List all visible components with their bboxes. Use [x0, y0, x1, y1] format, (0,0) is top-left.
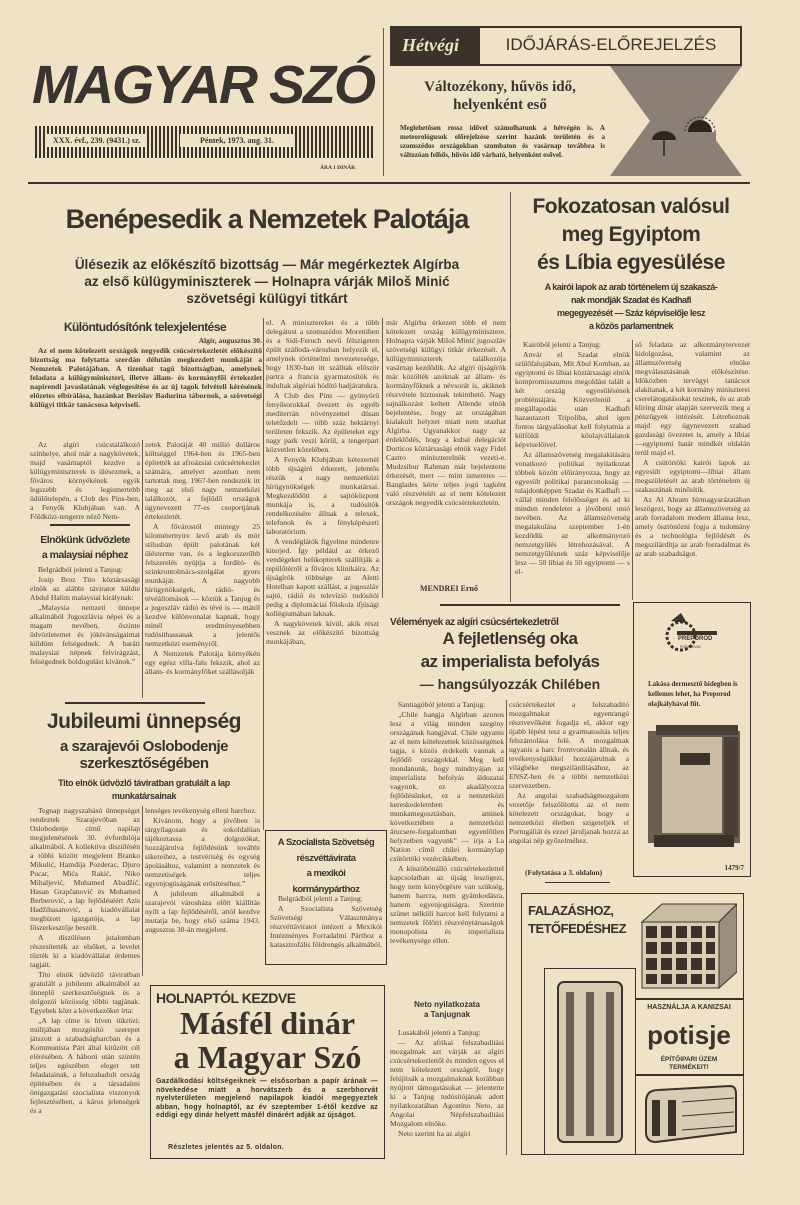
preporod-brand: PREPOROD: [678, 636, 713, 642]
main-col4: már Algírba érkezett több el nem kötelezett ország külügyminisztere. Holnapra várják Miloš Minić jugoszláv szövetségi külügyi titkár érkezését. A külügyminiszterek találkozója vasárnap kezdődik. Az algíri újságírók már közölték azoknak az állam- és kormányfőknek a névsorát is, akiknek részvétele biztosnak tekinthető. Nagy sajnálkozást keltett Allende elnök bejelentése, hogy az országában kialakult helyzet miatt nem utazhat Algírba. Ugyanakkor nagy az érdeklődés, hogy a kubai delegációt Dorticos köztársasági elnök vagy Fidel Castro miniszterelnök vezeti-e. Mudzsibur Rahman már bejelentette érkezését, mert — mint ismeretes — Banglades kérte teljes jogú tagként való részvételét az el nem kötelezett országok negyedik csúcsértekezletén.: [386, 318, 506, 507]
masthead-info-bar: [35, 126, 375, 158]
issue-date: Péntek, 1973. aug. 31.: [180, 134, 294, 147]
egypt-libya-col2: ső feladata az alkotmánytervezet kidolgozása, valamint az államszövetség elnöke megválasztásának előkészítése. Időközben tervügyi tanácsot alakítanak, a két kormány miniszterei cserelátogatásokat tesznek, és az arab kliring dinár alapján szervezik meg a pénzügyek intézését. Létrehoznak majd egy úgynevezett szabad gazdasági övezetet is, amely a líbiai—egyiptomi határ mindkét oldalán terül majd el. A csütörtöki kairói lapok az egyesült egyiptomi—líbiai állam megszületését az arab történelem új szakaszának minősítik. Az Al Ahram hírmagyarázatában leszögezi, hogy az államszövetség az arab forradalom modern állama lesz, amely ösztönözni fogja a tudomány és a technológia fejlődését és megszilárdítja az arab forradalmat és az arab szabadságot.: [635, 340, 750, 558]
volume-number: XXX. évf., 239. (9431.) sz.: [47, 134, 147, 147]
masthead-logo: [32, 50, 382, 120]
continued-note: (Folytatása a 3. oldalon): [525, 868, 603, 877]
price-notice-kicker: HOLNAPTÓL KEZDVE: [156, 990, 296, 1006]
weather-banner-script: Hétvégi: [402, 35, 459, 55]
chile-kicker: Vélemények az algíri csúcsértekezletről: [390, 617, 559, 628]
preporod-code: 1479/7: [724, 864, 744, 872]
preporod-city: POŽAREVAC: [680, 645, 702, 649]
price-notice-headline: Másfél dinár a Magyar Szó: [173, 1005, 362, 1075]
hollow-brick-image: [637, 902, 737, 990]
potisje-ad: [521, 893, 744, 1155]
chile-col2: csúcsértekezlet a felszabadító mozgalmakat egyenrangú résztvevőként fogadja el, akkor egy újabb lépést tesz a gyarmatosítás teljes felszámolása felé. A mozgalmak ugyanis a harc frontvonalán állnak, és tevékenységükkel hozzájárulnak a világbéke megszilárdításához, az ENSZ-ben és a többi nemzetközi szervezetben. Az angolai szabadságmozgalom vezetője felszólította az el nem kötelezett országokat, hogy a nemzetközi életben szigeteljék el Portugáliát és ezzel járuljanak hozzá az angolai nép győzelméhez.: [509, 700, 629, 845]
socialist-headline: A Szocialista Szövetség részvéttávirata a mexikói kormánypárthoz: [277, 837, 375, 895]
chile-headline: A fejletlenség oka az imperialista befolyás: [420, 629, 600, 671]
weather-box: [390, 26, 746, 176]
potisje-line2: ÉPÍTŐIPARI ÜZEM TERMÉKEIT!: [660, 1056, 718, 1071]
preporod-logo-icon: [659, 611, 719, 656]
egypt-libya-subhead: A kairói lapok az arab történelem új szakaszá- nak mondják Szadat és Kadhafi megegyezését — Száz képviselője lesz a közös parlamentnek: [544, 282, 718, 331]
weather-headline: Változékony, hűvös idő, helyenként eső: [424, 79, 576, 113]
jubilee-deck: Tito elnök üdvözlő táviratban gratulált a lap munkatársainak: [58, 778, 230, 801]
malaysia-headline: Elnökünk üdvözlete a malaysiai néphez: [40, 534, 130, 561]
weather-text: Meglehetősen rossz idővel számolhatunk a hétvégén is. A meteorológusok előrejelzése szerint hazánk területén és a szomszédos országokban szombaton és vasárnap továbbra is változóan felhős, hűvös idő várható, helyenként esővel.: [400, 124, 605, 159]
potisje-brand: potisje: [647, 1020, 731, 1050]
potisje-line1: HASZNÁLJA A KANIZSAI: [647, 1004, 731, 1011]
main-col2: zetek Palotáját 40 millió dolláros költséggel 1964-ben és 1965-ben építették az afroázsiai csúcsértekezlet számára, amelyet azonban nem tartottak meg. 1967-ben rendezték itt meg az első nagy nemzetközi találkozót, a fejlődő országok úgynevezett 77-es csoportjának értekezletét. A fővárostól mintegy 25 kilométernyire levő arab és mór stílusban épült palotának két ülésterme van, és a legkorszerűbb felszerelés nyújtja a fordító- és szinkrontolmács-szolgálat gyors munkáját. A nagyobb hírügynökségek, rádió- és tévéállomások — köztük a Tanjug és a jugoszláv rádió és tévé is — mától kezdve különvonalat kapnak, hogy minél eredményesebben tudósíthassanak a jelentős nemzetközi eseményről. A Nemzetek Palotája környékén egy egész villa-falu fekszik, ahol az állam- és kormányfőket szállásolják: [145, 440, 260, 676]
main-headline: Benépesedik a Nemzetek Palotája: [65, 204, 469, 234]
potisje-headline: FALAZÁSHOZ, TETŐFEDÉSHEZ: [528, 903, 627, 936]
price: ÁRA 1 DINÁR: [320, 165, 356, 171]
weather-banner: [390, 26, 742, 66]
jubilee-col2: lenséges tevékenység elleni harchoz. Kívánom, hogy a jövőben is tárgyilagosan és sokoldalúan tájékoztassa a dolgozókat, hozzájárulva fejlődésünk további sikereihez, a testvériség és egység ápolásához, valamint a nemzetek és nemzetiségek teljes egyenjogúságának erősítéséhez.” A jubileum alkalmából a szarajevói városháza előtt kiállítás nyílt a lap fejlődéséről, attól kezdve mutatja be, hogy első száma 1943. augusztus 30-án megjelent.: [145, 806, 260, 934]
neto-headline: Neto nyilatkozata a Tanjugnak: [414, 1000, 480, 1019]
chile-subhead: — hangsúlyozzák Chilében: [419, 676, 601, 692]
roof-tile-image: [550, 978, 630, 1148]
main-kicker: Különtudósítónk telexjelentése: [63, 320, 227, 334]
ceiling-block-image: [642, 1082, 738, 1148]
preporod-ad: [633, 602, 751, 877]
main-lead: Algír, augusztus 30. Az el nem kötelezett országok negyedik csúcsértekezletét előkészítő bizottság ma folytatta szerdán délután megkezdett munkáját a Nemzetek Palotájában. A tizenhat tagú bizottságban, amelynek feladata a külügyminiszteri, illetve állam- és kormányfői értekezlet napirendi javaslatának véglegesítése és az új tagok felvételi kérésének előzetes elbírálása, hazánkat Berislav Badurina tábornok, a szövetségi külügyi titkár tanácsosa képviseli.: [30, 336, 262, 409]
weather-illustration: [610, 66, 742, 176]
price-notice-note: Részletes jelentés az 5. oldalon.: [168, 1144, 285, 1151]
chile-col1: Santiagóból jelenti a Tanjug: „Chile hangja Algírban azonos lesz a világ minden szegény országának hangjával. Chile ugyanis az el nem kötelezettek közösségének tagja, s közös érdekeik vannak a fejlődő országokkal. Meg kell mondanunk, hogy mindnyájan az imperialista befolyás áldozatai vagyunk, ez akadályozza fejlődésünket, ez a nemzetközi kereskedelemben és munkamegosztásban, aminek következtében a nemzetközi árucsere-forgalomban egyenlőtlen helyzetben vagyunk” — írja a La Nation című chilei kormánylap csütörtöki vezércikkében. A küszöbönálló csúcsértekezlettel kapcsolatban az újság leszögezi, hogy nem könyörgésre van szükség, hanem harcra, nem gyámkodásra, hanem egyenjogúságra. Szerinte szünet nélküli harcot kell folytatni a nemzetek fölötti részvénytársaságok monopolista és imperialista tevékenysége ellen.: [390, 700, 504, 945]
main-col1: Az algíri csúcstalálkozó színhelye, ahol már a nagykövetek, majd vasárnaptól kezdve a külügyminiszterek is ülésezmek, a főváros környékének egyik legszebb és legismertebb üdülőtelepén, a Club des Pins-ben, a Fenyők Klubjában van. A Földközi-tengerre néző Nem-: [30, 440, 140, 521]
masthead-rule: [28, 182, 750, 184]
newspaper-title: MAGYAR SZÓ: [32, 55, 374, 115]
main-signature: MENDREI Ernő: [420, 584, 479, 593]
jubilee-subhead: a szarajevói Oslobodenje szerkesztőségében: [59, 738, 229, 772]
main-subhead: Ülésezik az előkészítő bizottság — Már megérkeztek Algírba az első külügyminiszterek — Holnapra várják Miloš Minić szövetségi külügyi titkárt: [74, 257, 460, 306]
neto-text: Lusakából jelenti a Tanjug: — Az afrikai felszabadítási mozgalmak azt várják az algíri csúcsértekezlettől és minden egyes el nem kötelezett országtól, hogy felújítsák a mozgalmaknak korábban nyújtott támogatásukat — jelentette ki a Tanjug tudósítójának adott nyilatkozatában Agostino Neto, az Angolai Népfelszabadítási Mozgalom elnöke. Neto szerint ha az algíri: [390, 1028, 504, 1138]
malaysia-text: Belgrádból jelenti a Tanjug: Josip Broz Tito köztársasági elnök az alábbi táviratot küldte Abdul Halim malaysiai királynak: „Malaysia nemzeti ünnepe alkalmából Jugoszlávia népei és a magam nevében, őszinte üdvözletemet és jókívánságaimat küldöm felségednek. A baráti malaysiai népnek felvirágzást, felségednek boldogulást kívánok.”: [30, 565, 140, 666]
price-notice-text: Gazdálkodási költségeiknek — elsősorban a papír árának — növekedése miatt a horvátszerb és a szerbhorvát nyelvterületen megjelenő napilapok kiadói megegyeztek abban, hogy holnaptól, az év szeptember 1-étől kezdve az eddigi egy dinár helyett másfél dinárért adják az újságot.: [156, 1078, 378, 1120]
egypt-libya-col1: Kairóból jelenti a Tanjug: Anvár el Szadat elnök szülőfalujában, Mit Abul Komban, az egyiptomi és líbiai köztársasági elnök kompromisszumos megoldást talált a két ország egyesülésének problémájára. Közvetlenül a megállapodás után Kadhafi hazautazott Tripoliba, ahol igen fontos tárgyalásokat kell folytatnia a külföldi kőolajvállalatok képviselőivel. Az államszövetség megalakítására vonatkozó politikai nyilatkozat többek között előirányozza, hogy az egyesült politikai parancsnokság — tulajdonképpen Szadat és Kadhafi — vállal minden felelősséget és ad ki minden rendeletet a jövőbeni unió nevében. Az államszövetség megalakulása szeptember 1-én kezdődik az alkotmányozó nemzetgyűlés létrehozásával. A nemzetgyűlésnek száz képviselője lesz — 50 líbiai és 50 egyiptomi — s el-: [515, 340, 630, 576]
preporod-text: Lakása dermesztő hidegben is kellemes lehet, ha Preporod olajkályhával fűt.: [648, 680, 738, 708]
jubilee-headline: Jubileumi ünnepség: [46, 710, 242, 733]
divider: [383, 28, 384, 176]
socialist-text: Belgrádból jelenti a Tanjug: A Szocialista Szövetség Szövetségi Választmánya részvéttáviratot intézett a Mexikói Intézményes Forradalmi Párthoz a katasztrofális földrengés alkalmából.: [270, 894, 382, 949]
weather-banner-title: IDŐJÁRÁS-ELŐREJELZÉS: [505, 35, 717, 54]
egypt-libya-headline: Fokozatosan valósul meg Egyiptom és Líbia egyesülése: [532, 195, 730, 274]
jubilee-col1: Tegnap nagyszabású ünnepséget rendeztek Szarajevóban az Oslobodenje című napilap megjelenésének 30. évfordulója alkalmából. A kollektíva díszülésén a többi között megjelent Branko Mikulić, Hamdija Pozderac, Djuro Pucar, Mića Rakić, Niko Mihaljević, Muhamed Abadžić, Hasan Grapčanović és Muhamed Berberović, a lap fejlődéséért Azis Hadžihasanović, a kiadóvállalat megbízott igazgatója, a lap főszerkesztője beszélt. A díszülésen jutalomban részesítették az elsőket, a levelet tűzték ki a kiadóvállalat érdemes tagjait. Tito elnök üdvözlő táviratban gratulált a jubileum alkalmából az ünneplő szerkesztőségnek és a dolgozói közösség többi tagjának. Egyebek közt a következőket írta: „A lap címe is híven tükrözi: múltjában mozgósító szerepet játszott a szabadságharcban és a Kommunista Párt által kitűzött cél elérésében. A háború után szintén teljes egészében eleget tett feladatainak, a felszabadult ország építésében és a társadalmi önigazgatási szocialista viszonyok fejlesztésében, a káros jelenségek és a: [30, 806, 140, 1115]
oil-heater-image: [646, 723, 742, 851]
main-col3: el. A minisztereket és a több delegátust a szomszédos Morettiben és a Sidi-Feruch nevű félszigeten épült szálloda-városban helyezik el, amelynek történelmi nevezetessége, hogy 1830-ban itt szálltak először partra a francia gyarmatosítók és indultak algériai hódító hadjáratukra. A Club des Pins — gyönyörű fenyősorokkal övezett és egyéb mediterrán növényzettel dúsan teletűzdelt — több száz hektárnyi területen fekszik. Az épületeket egy nagy park veszi körül, a tengerpart közvetlen közelében. A Fenyők Klubjában kétezernél több újságíró érkezett, jelentős részük a nagy nemzetközi hírügynökségek munkatársai. Megkezdődött a sajtóközpont munkája is, a tudósítók rendelkezésére állnak a telexek, telefonok és a fényképészeti laboratórium. A vendéglátók figyelme mindenre kiterjed. Így például az érkező vendégeket helikopterek szállítják a repülőtérről a főváros klinikáira. Az újságírók többsége az Aletti Hotelban kapott szállást, a jugoszláv sajtó, rádió és televízió tudósítói pedig a diplomáciai főiskola ifjúsági kollégiumában laknak. A nagykövetek kívül, akik részt vesznek az előkészítő bizottság munkájában,: [266, 318, 379, 646]
